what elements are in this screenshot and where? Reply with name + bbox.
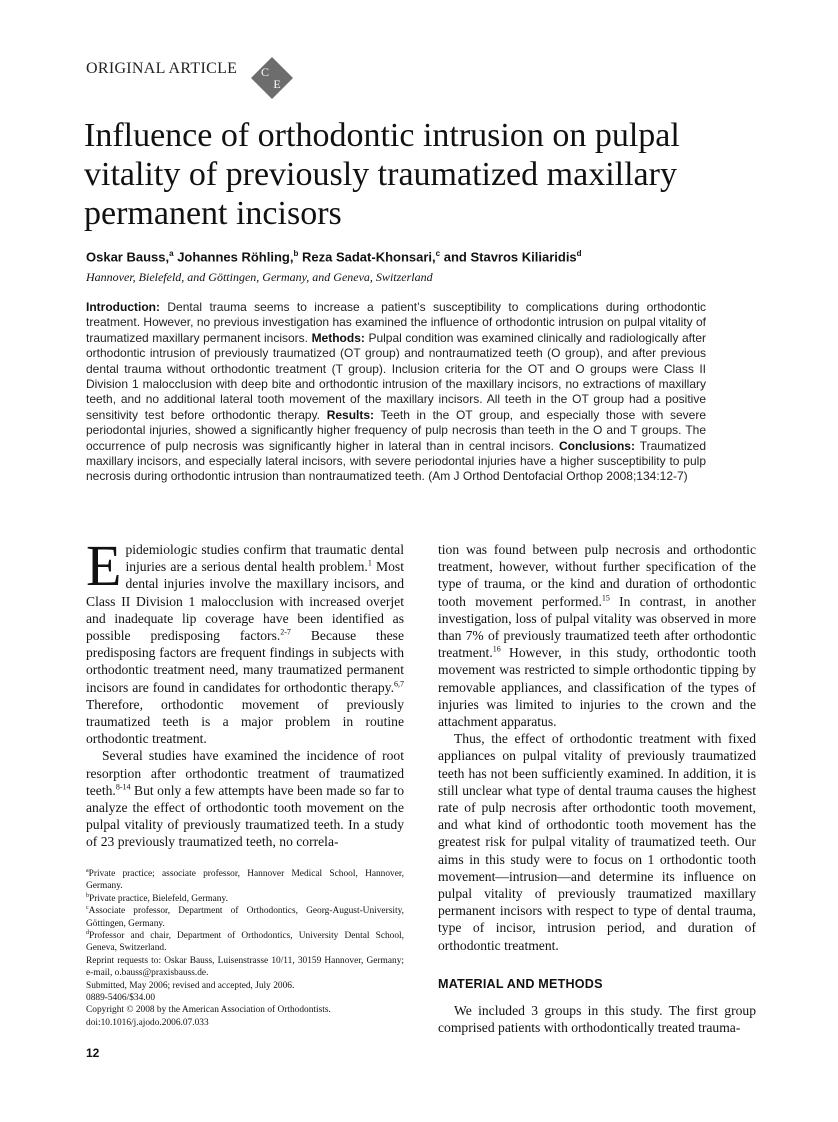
footnotes <box>86 868 404 1029</box>
citation-ref: 2-7 <box>280 627 291 637</box>
footnote-mark: a <box>86 867 89 874</box>
abstract-intro-text: Dental trauma seems to increase a patient’s susceptibility to complications during orthodontic treatment. However, no previous investigation has examined the influence of orthodontic intrusion on pulpal vitality of traumatized maxillary permanent incisors. <box>86 300 706 345</box>
citation-ref: 6,7 <box>394 679 404 689</box>
submission-dates: Submitted, May 2006; revised and accepted, July 2006. <box>86 980 295 991</box>
author-affiliation: Hannover, Bielefeld, and Göttingen, Germany, and Geneva, Switzerland <box>86 270 433 284</box>
issn-price: 0889-5406/$34.00 <box>86 993 156 1004</box>
author-mark: c <box>435 249 441 258</box>
body-text: In contrast, in another investigation, loss of pulpal vitality was observed in more than 7% of previously traumatized teeth after orthodontic treatment. <box>438 593 756 661</box>
section-heading: MATERIAL AND METHODS <box>438 976 603 991</box>
drop-cap: E <box>86 533 122 598</box>
article-type-label: ORIGINAL ARTICLE <box>86 60 238 77</box>
ce-badge-letter-c: C <box>260 65 270 79</box>
footnote-mark: b <box>86 892 89 899</box>
author-mark: d <box>576 249 582 258</box>
body-text: Most dental injuries involve the maxillary incisors, and Class II Division 1 malocclusion with increased overjet and inadequate lip coverage have been identified as possible predisposing factors. <box>86 559 404 644</box>
copyright-notice: Copyright © 2008 by the American Association of Orthodontists. <box>86 1005 331 1016</box>
footnote-text: Professor and chair, Department of Orthodontics, University Dental School, Geneva, Switzerland. <box>86 931 404 954</box>
footnote-text: Associate professor, Department of Orthodontics, Georg-August-University, Göttingen, Germany. <box>86 906 404 929</box>
author-name: and Stavros Kiliaridis <box>443 249 577 265</box>
body-text: pidemiologic studies confirm that traumatic dental injuries are a serious dental health problem. <box>125 542 404 575</box>
abstract <box>86 300 706 485</box>
body-text: However, in this study, orthodontic tooth movement was restricted to simple orthodontic tipping by removable appliances, and classification of the types of injuries was limited to injuries to the crown and the attachment apparatus. <box>438 645 756 730</box>
citation-ref: 15 <box>601 593 610 603</box>
page-number: 12 <box>86 1046 100 1060</box>
footnote-item <box>86 905 404 930</box>
footnote-item <box>86 868 404 893</box>
doi-link[interactable]: doi:10.1016/j.ajodo.2006.07.033 <box>86 1017 209 1028</box>
ce-badge-letter-e: E <box>273 77 281 91</box>
abstract-results-text: Teeth in the OT group, and especially those with severe periodontal injuries, showed a significantly higher frequency of pulp necrosis than teeth in the O and T groups. The occurrence of pulp necrosis was significantly higher in lateral than in central incisors. <box>86 407 706 453</box>
reprint-requests: Reprint requests to: Oskar Bauss, Luisenstrasse 10/11, 30159 Hannover, Germany; e-mail, o.bauss@praxisbauss.de. <box>86 955 404 979</box>
abstract-intro-label: Introduction: <box>86 300 160 314</box>
footnote-mark: c <box>86 905 89 912</box>
ce-badge-logo <box>250 56 294 100</box>
body-paragraph: Thus, the effect of orthodontic treatment with fixed appliances on pulpal vitality of previously traumatized teeth has not been sufficiently examined. In addition, it is still unclear what type of dental trauma causes the highest rate of pulp necrosis after orthodontic tooth movement, and what kind of orthodontic tooth movement has the greatest risk for pulpal vitality of traumatized teeth. Our aims in this study were to focus on 1 orthodontic tooth movement—intrusion—and determine its influence on pulpal vitality of previously traumatized maxillary permanent incisors with respect to type of dental trauma, type of incisor, intrusion period, and duration of orthodontic treatment. <box>438 731 756 953</box>
author-name: Oskar Bauss, <box>86 249 170 265</box>
footnote-item <box>86 893 404 905</box>
body-paragraph: We included 3 groups in this study. The first group comprised patients with orthodontically treated trauma- <box>438 1003 756 1036</box>
body-paragraph <box>86 747 404 850</box>
author-list <box>86 249 766 264</box>
body-paragraph <box>438 541 756 730</box>
citation-ref: 8-14 <box>115 782 131 792</box>
footnote-text: Private practice, Bielefeld, Germany. <box>89 893 228 904</box>
abstract-conclusions-text: Traumatized maxillary incisors, and especially lateral incisors, with severe periodontal injuries have a higher susceptibility to pulp necrosis during orthodontic intrusion than nontraumatized teeth. (Am J Orthod Dentofacial Orthop 2008;134:12-7) <box>86 438 706 484</box>
abstract-methods-text: Pulpal condition was examined clinically and radiologically after orthodontic intrusion of previously traumatized (OT group) and nontraumatized teeth (O group), and after previous dental trauma without orthodontic treatment (T group). Inclusion criteria for the OT and O groups were Class II Division 1 malocclusion with deep bite and orthodontic intrusion of the maxillary incisors, no extractions of maxillary teeth, and no additional lateral tooth movement of the maxillary incisors. All teeth in the OT group had a positive sensitivity test before orthodontic therapy. <box>86 330 707 422</box>
body-paragraph <box>86 533 404 747</box>
author-name: Reza Sadat-Khonsari, <box>302 249 436 265</box>
body-text: Therefore, orthodontic movement of previously traumatized teeth is a major problem in routine orthodontic treatment. <box>86 696 404 747</box>
article-title: Influence of orthodontic intrusion on pulpal vitality of previously traumatized maxillary permanent incisors <box>84 117 680 232</box>
body-text: Several studies have examined the incidence of root resorption after orthodontic treatment of traumatized teeth. <box>86 748 404 798</box>
author-name: Johannes Röhling, <box>177 249 294 265</box>
abstract-results-label: Results: <box>326 407 375 422</box>
footnote-text: Private practice; associate professor, Hannover Medical School, Hannover, Germany. <box>86 869 404 892</box>
body-column-left <box>86 533 404 851</box>
abstract-methods-label: Methods: <box>311 330 365 345</box>
footnote-item <box>86 930 404 955</box>
abstract-conclusions-label: Conclusions: <box>558 438 635 453</box>
author-mark: a <box>169 249 174 258</box>
citation-ref: 16 <box>492 644 501 654</box>
footnote-mark: d <box>86 929 89 936</box>
body-text: But only a few attempts have been made so far to analyze the effect of orthodontic tooth movement on the pulpal vitality of previously traumatized teeth. In a study of 23 previously traumatized teeth, no correla- <box>86 782 404 850</box>
body-text: tion was found between pulp necrosis and orthodontic treatment, however, without further specification of the type of trauma, or the kind and duration of orthodontic tooth movement performed. <box>438 542 756 609</box>
body-text: Because these predisposing factors are frequent findings in subjects with orthodontic treatment need, many traumatized permanent incisors are found in candidates for orthodontic therapy. <box>86 628 404 695</box>
author-mark: b <box>293 249 299 258</box>
body-column-right <box>438 541 756 1036</box>
citation-ref: 1 <box>367 558 372 568</box>
